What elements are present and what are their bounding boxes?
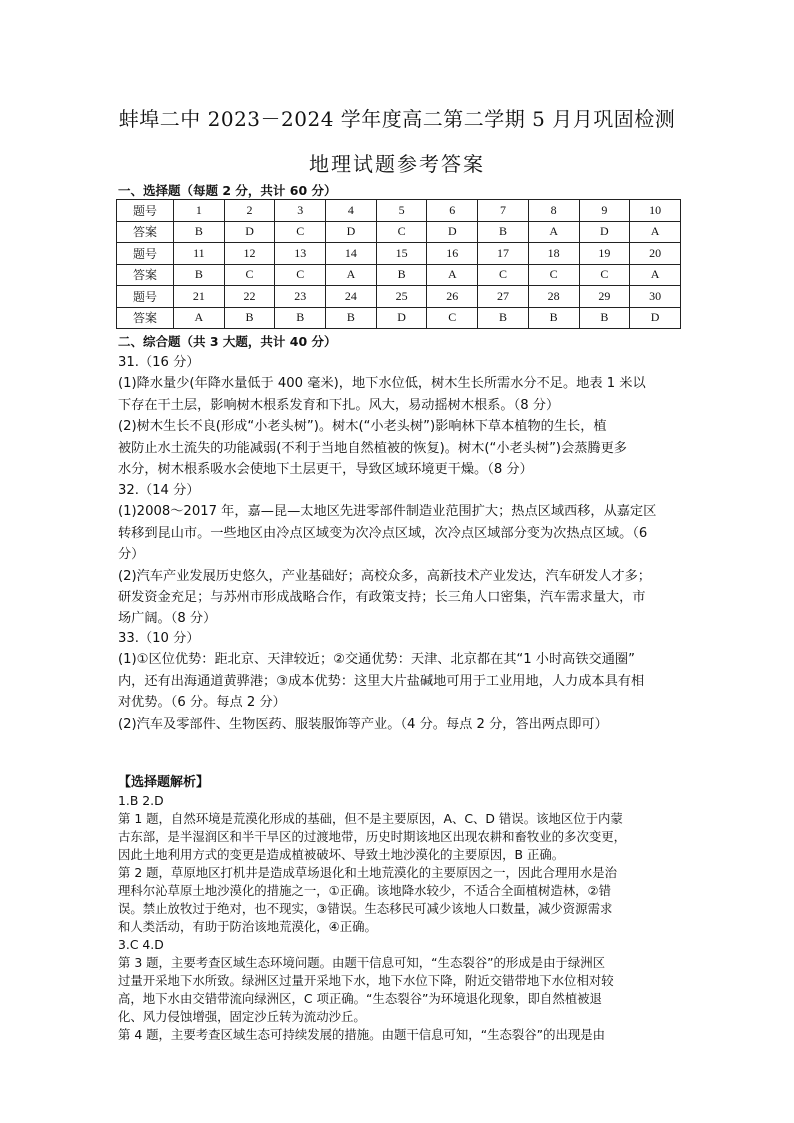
question-31-answer	[118, 352, 684, 480]
question-32-head: 32.（14 分）	[118, 483, 200, 498]
answer-table-cell: 18	[528, 243, 579, 265]
answer-table-cell: 9	[579, 200, 630, 222]
answer-table-cell: 13	[275, 243, 326, 265]
answer-table-cell: 22	[224, 286, 275, 308]
analysis-line: 过量开采地下水所致。绿洲区过量开采地下水，地下水位下降，附近交错带地下水位相对较	[118, 973, 614, 988]
answer-table-cell: C	[275, 221, 326, 243]
answer-line: 被防止水土流失的功能减弱(不利于当地自然植被的恢复)。树木(“小老头树”)会蒸腾更多	[118, 440, 627, 456]
answer-table-cell: B	[528, 307, 579, 329]
answer-table-cell: D	[224, 221, 275, 243]
answer-table-cell: C	[224, 264, 275, 286]
answer-table-cell: B	[579, 307, 630, 329]
answer-table-row-label: 题号	[117, 200, 174, 222]
document-title: 蚌埠二中 2023－2024 学年度高二第二学期 5 月月巩固检测	[118, 107, 676, 131]
answer-table-cell: D	[376, 307, 427, 329]
answer-table-cell: D	[630, 307, 681, 329]
answer-table-cell: D	[427, 221, 478, 243]
analysis-heading: 【选择题解析】	[118, 775, 210, 790]
section2-heading: 二、综合题（共 3 大题，共计 40 分）	[118, 334, 337, 349]
question-31-head: 31.（16 分）	[118, 355, 200, 370]
answer-line: 下存在干土层，影响树木根系发育和下扎。风大，易动摇树木根系。（8 分）	[118, 397, 560, 413]
answer-table	[116, 199, 681, 329]
answer-table-row-label: 答案	[117, 221, 174, 243]
answer-table-row	[117, 200, 681, 222]
answer-line: 场广阔。（8 分）	[118, 611, 217, 627]
analysis-line: 化、风力侵蚀增强，固定沙丘转为流动沙丘。	[118, 1009, 366, 1024]
analysis-line: 3.C 4.D	[118, 937, 164, 952]
answer-table-cell: 11	[174, 243, 225, 265]
answer-table-cell: A	[630, 264, 681, 286]
answer-table-row	[117, 264, 681, 286]
answer-table-cell: 5	[376, 200, 427, 222]
answer-table-row	[117, 286, 681, 308]
answer-table-row-label: 题号	[117, 286, 174, 308]
analysis-line: 因此土地利用方式的变更是造成植被破坏、导致土地沙漠化的主要原因，B 正确。	[118, 847, 565, 862]
answer-table-cell: 15	[376, 243, 427, 265]
analysis-line: 第 1 题，自然环境是荒漠化形成的基础，但不是主要原因，A、C、D 错误。该地区位于内蒙	[118, 811, 623, 826]
answer-table-cell: 23	[275, 286, 326, 308]
answer-table-cell: 17	[478, 243, 529, 265]
answer-table-cell: B	[478, 307, 529, 329]
answer-table-cell: B	[174, 221, 225, 243]
answer-table-cell: 19	[579, 243, 630, 265]
analysis-line: 第 2 题，草原地区打机井是造成草场退化和土地荒漠化的主要原因之一，因此合理用水是治	[118, 865, 617, 880]
answer-table-cell: 12	[224, 243, 275, 265]
analysis-line: 第 4 题，主要考查区域生态可持续发展的措施。由题干信息可知，“生态裂谷”的出现是由	[118, 1027, 606, 1042]
answer-table-cell: 25	[376, 286, 427, 308]
answer-table-cell: A	[174, 307, 225, 329]
answer-table-cell: A	[528, 221, 579, 243]
answer-table-cell: 3	[275, 200, 326, 222]
answer-table-cell: B	[174, 264, 225, 286]
answer-line: 转移到昆山市。一些地区由冷点区域变为次冷点区域，次冷点区域部分变为次热点区域。（6	[118, 525, 648, 541]
answer-line: (2)汽车及零部件、生物医药、服装服饰等产业。（4 分。每点 2 分，答出两点即可）	[118, 716, 608, 732]
section1-heading: 一、选择题（每题 2 分，共计 60 分）	[118, 183, 337, 198]
answer-table-cell: 24	[326, 286, 377, 308]
answer-table-cell: 20	[630, 243, 681, 265]
answer-table-cell: B	[224, 307, 275, 329]
answer-table-row-label: 答案	[117, 264, 174, 286]
answer-table-cell: 4	[326, 200, 377, 222]
question-33-head: 33.（10 分）	[118, 631, 200, 646]
answer-table-cell: 30	[630, 286, 681, 308]
answer-table-cell: C	[478, 264, 529, 286]
answer-table-cell: 21	[174, 286, 225, 308]
answer-table-cell: C	[275, 264, 326, 286]
answer-line: (2)树木生长不良(形成“小老头树”)。树木(“小老头树”)影响林下草本植物的生长，植	[118, 419, 607, 435]
answer-table-cell: 2	[224, 200, 275, 222]
answer-table-cell: 14	[326, 243, 377, 265]
answer-table-cell: 10	[630, 200, 681, 222]
answer-table-cell: 27	[478, 286, 529, 308]
analysis-line: 第 3 题，主要考查区域生态环境问题。由题干信息可知，“生态裂谷”的形成是由于绿洲区	[118, 955, 606, 970]
answer-table-cell: 28	[528, 286, 579, 308]
analysis-line: 理科尔沁草原土地沙漠化的措施之一，①正确。该地降水较少，不适合全面植树造林，②错	[118, 883, 612, 898]
answer-table-cell: D	[326, 221, 377, 243]
answer-table-row	[117, 243, 681, 265]
answer-line: 水分，树木根系吸水会使地下土层更干，导致区域环境更干燥。（8 分）	[118, 462, 533, 478]
answer-table-row	[117, 307, 681, 329]
question-33-answer	[118, 628, 684, 735]
answer-table-cell: D	[579, 221, 630, 243]
answer-table-cell: C	[579, 264, 630, 286]
answer-table-cell: 16	[427, 243, 478, 265]
answer-line: (2)汽车产业发展历史悠久，产业基础好；高校众多，高新技术产业发达，汽车研发人才多；	[118, 568, 651, 584]
answer-table-cell: B	[478, 221, 529, 243]
analysis-line: 和人类活动，有助于防治该地荒漠化，④正确。	[118, 919, 377, 934]
answer-table-cell: C	[376, 221, 427, 243]
answer-table-cell: 6	[427, 200, 478, 222]
analysis-line: 误。禁止放牧过于绝对，也不现实，③错误。生态移民可减少该地人口数量，减少资源需求	[118, 901, 613, 916]
answer-table-cell: A	[630, 221, 681, 243]
answer-line: 对优势。（6 分。每点 2 分）	[118, 695, 286, 711]
answer-line: (1)①区位优势：距北京、天津较近；②交通优势：天津、北京都在其“1 小时高铁交通圈”	[118, 652, 635, 668]
analysis-line: 1.B 2.D	[118, 793, 164, 808]
answer-table-cell: 1	[174, 200, 225, 222]
answer-line: 研发资金充足；与苏州市形成战略合作，有政策支持；长三角人口密集，汽车需求量大，市	[118, 590, 646, 606]
answer-table-cell: 7	[478, 200, 529, 222]
question-32-answer	[118, 480, 684, 630]
answer-table-row-label: 答案	[117, 307, 174, 329]
answer-table-row-label: 题号	[117, 243, 174, 265]
answer-line: 内，还有出海通道黄骅港；③成本优势：这里大片盐碱地可用于工业用地，人力成本具有相	[118, 673, 645, 689]
answer-table-cell: B	[275, 307, 326, 329]
answer-line: 分）	[118, 547, 145, 563]
analysis-line: 高，地下水由交错带流向绿洲区，C 项正确。“生态裂谷”为环境退化现象，即自然植被退	[118, 991, 602, 1006]
answer-table-cell: 29	[579, 286, 630, 308]
answer-table-cell: A	[326, 264, 377, 286]
answer-table-cell: C	[427, 307, 478, 329]
answer-table-cell: B	[326, 307, 377, 329]
answer-table-cell: A	[427, 264, 478, 286]
answer-table-row	[117, 221, 681, 243]
document-subtitle: 地理试题参考答案	[309, 152, 485, 176]
analysis-line: 古东部，是半湿润区和半干旱区的过渡地带，历史时期该地区出现农耕和畜牧业的多次变更，	[118, 829, 627, 844]
answer-table-cell: 26	[427, 286, 478, 308]
answer-table-cell: B	[376, 264, 427, 286]
choice-analysis	[118, 774, 684, 1044]
answer-line: (1)2008～2017 年，嘉—昆—太地区先进零部件制造业范围扩大；热点区域西移，从嘉定区	[118, 504, 657, 520]
answer-line: (1)降水量少(年降水量低于 400 毫米)，地下水位低，树木生长所需水分不足。地表 1 米以	[118, 376, 646, 392]
answer-table-cell: 8	[528, 200, 579, 222]
answer-table-cell: C	[528, 264, 579, 286]
